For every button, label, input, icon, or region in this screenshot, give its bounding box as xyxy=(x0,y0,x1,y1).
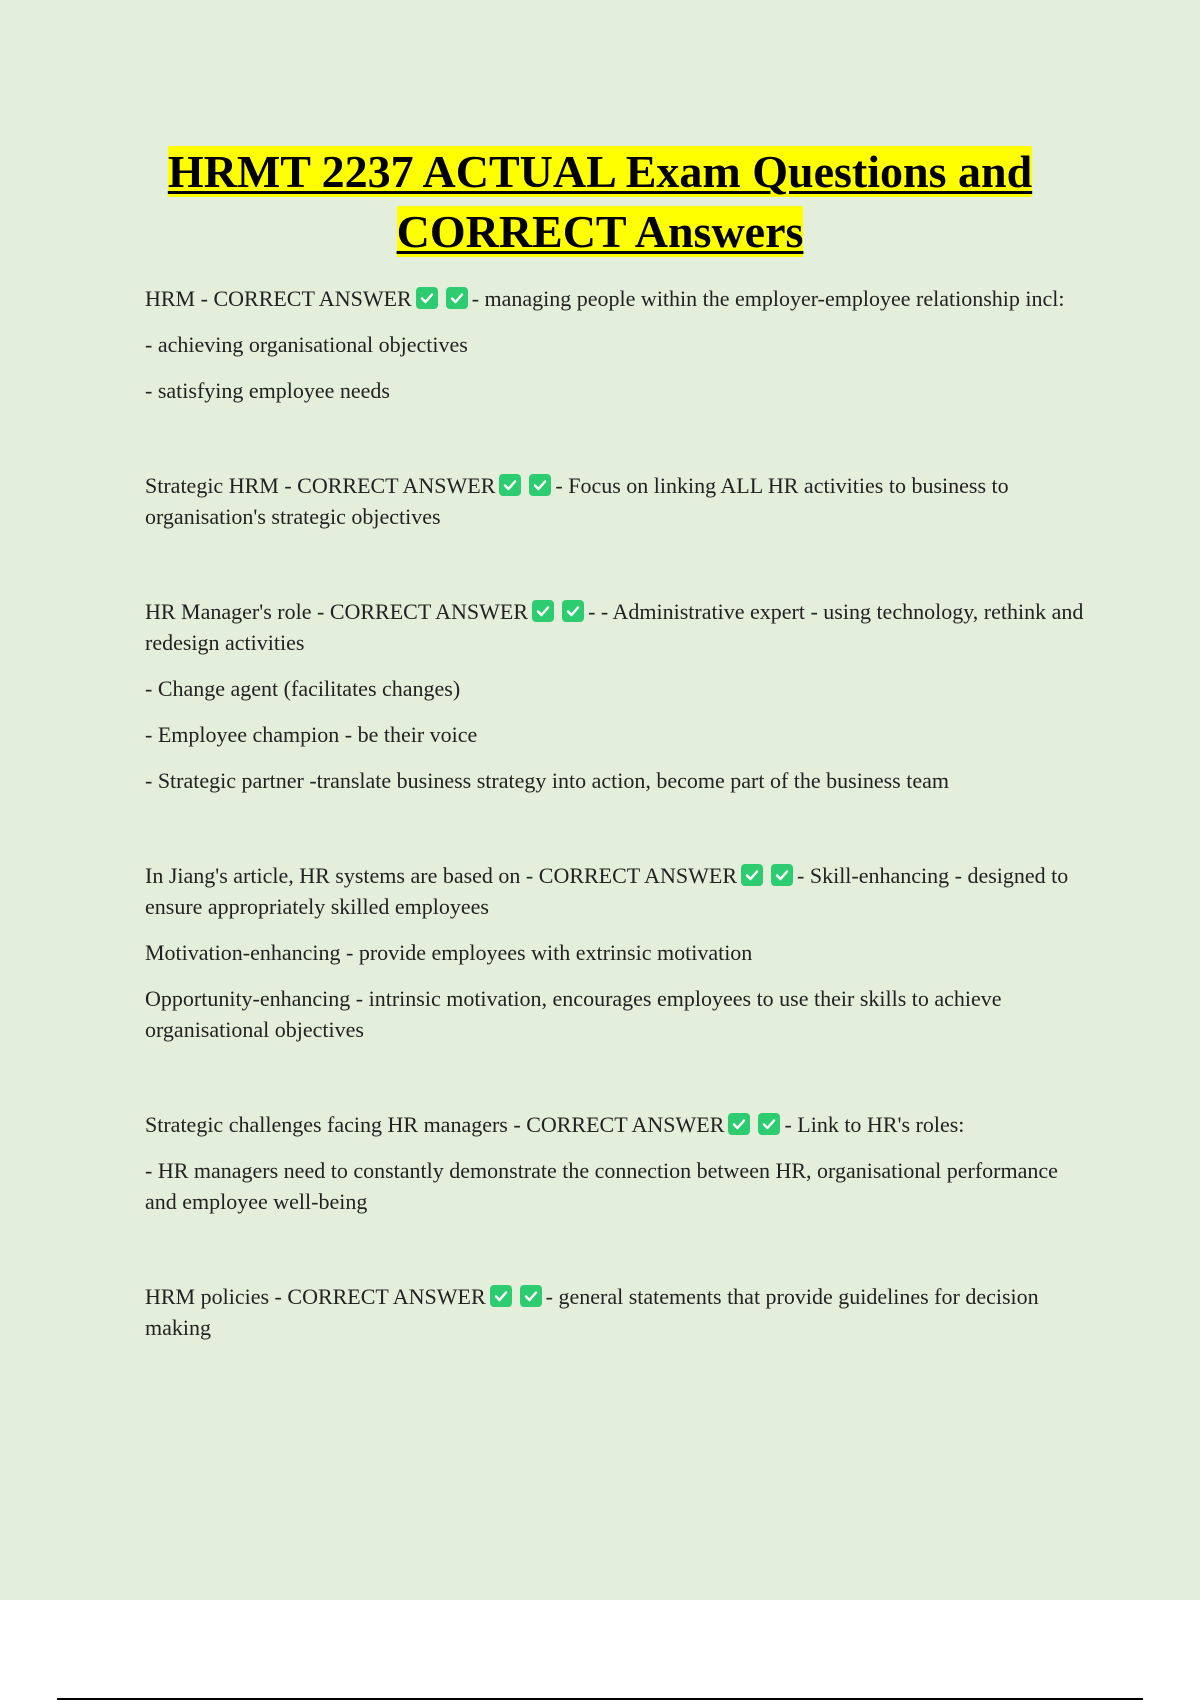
qa-question-line xyxy=(145,860,1095,922)
qa-term: Strategic challenges facing HR managers - xyxy=(145,1112,521,1137)
qa-answer-line: - Strategic partner -translate business strategy into action, become part of the business team xyxy=(145,768,949,793)
check-mark-icon xyxy=(446,287,468,309)
qa-term: HRM - xyxy=(145,286,208,311)
qa-entry xyxy=(145,283,1095,406)
qa-answer: - Skill-enhancing - designed to ensure appropriately skilled employees xyxy=(145,863,1069,919)
correct-answer-label: CORRECT ANSWER xyxy=(329,599,529,624)
check-mark-icon xyxy=(416,287,438,309)
title-line-1: HRMT 2237 ACTUAL Exam Questions and xyxy=(167,146,1033,197)
qa-entry xyxy=(145,470,1095,532)
qa-list xyxy=(145,283,1095,1407)
qa-question-line xyxy=(145,596,1095,658)
qa-entry xyxy=(145,596,1095,796)
qa-answer: - Link to HR's roles: xyxy=(784,1112,965,1137)
qa-answer-line: Motivation-enhancing - provide employees with extrinsic motivation xyxy=(145,940,753,965)
qa-entry xyxy=(145,1281,1095,1343)
correct-answer-label: CORRECT ANSWER xyxy=(287,1284,486,1309)
qa-answer-line: Opportunity-enhancing - intrinsic motivation, encourages employees to use their skills to achieve organisational objectives xyxy=(145,986,1002,1042)
check-mark-icon xyxy=(490,1285,512,1307)
qa-answer-line: - Employee champion - be their voice xyxy=(145,722,478,747)
check-mark-icon xyxy=(758,1113,780,1135)
qa-entry xyxy=(145,860,1095,1045)
qa-answer-line: - satisfying employee needs xyxy=(145,378,390,403)
correct-answer-label: CORRECT ANSWER xyxy=(538,863,738,888)
check-mark-icon xyxy=(499,474,521,496)
qa-answer: - general statements that provide guidelines for decision making xyxy=(145,1284,1039,1340)
check-mark-icon xyxy=(771,864,793,886)
qa-term: HR Manager's role - xyxy=(145,599,325,624)
correct-answer-label: CORRECT ANSWER xyxy=(526,1112,725,1137)
correct-answer-label: CORRECT ANSWER xyxy=(213,286,412,311)
qa-question-line xyxy=(145,1281,1095,1343)
check-mark-icon xyxy=(520,1285,542,1307)
document-title xyxy=(100,142,1100,262)
check-mark-icon xyxy=(562,600,584,622)
qa-question-line xyxy=(145,470,1095,532)
correct-answer-label: CORRECT ANSWER xyxy=(297,473,496,498)
check-mark-icon xyxy=(532,600,554,622)
qa-question-line xyxy=(145,283,1095,314)
qa-term: Strategic HRM - xyxy=(145,473,292,498)
qa-answer: - - Administrative expert - using technology, rethink and redesign activities xyxy=(145,599,1084,655)
qa-entry xyxy=(145,1109,1095,1217)
title-line-2: CORRECT Answers xyxy=(396,206,804,257)
qa-answer-line: - Change agent (facilitates changes) xyxy=(145,676,461,701)
qa-answer-line: - HR managers need to constantly demonstrate the connection between HR, organisational performance and employee well-being xyxy=(145,1158,1058,1214)
check-mark-icon xyxy=(529,474,551,496)
qa-answer: - managing people within the employer-employee relationship incl: xyxy=(471,286,1065,311)
check-mark-icon xyxy=(741,864,763,886)
qa-answer-line: - achieving organisational objectives xyxy=(145,332,468,357)
qa-question-line xyxy=(145,1109,1095,1140)
qa-answer: - Focus on linking ALL HR activities to business to organisation's strategic objectives xyxy=(145,473,1009,529)
qa-term: In Jiang's article, HR systems are based on - xyxy=(145,863,534,888)
check-mark-icon xyxy=(728,1113,750,1135)
qa-term: HRM policies - xyxy=(145,1284,282,1309)
